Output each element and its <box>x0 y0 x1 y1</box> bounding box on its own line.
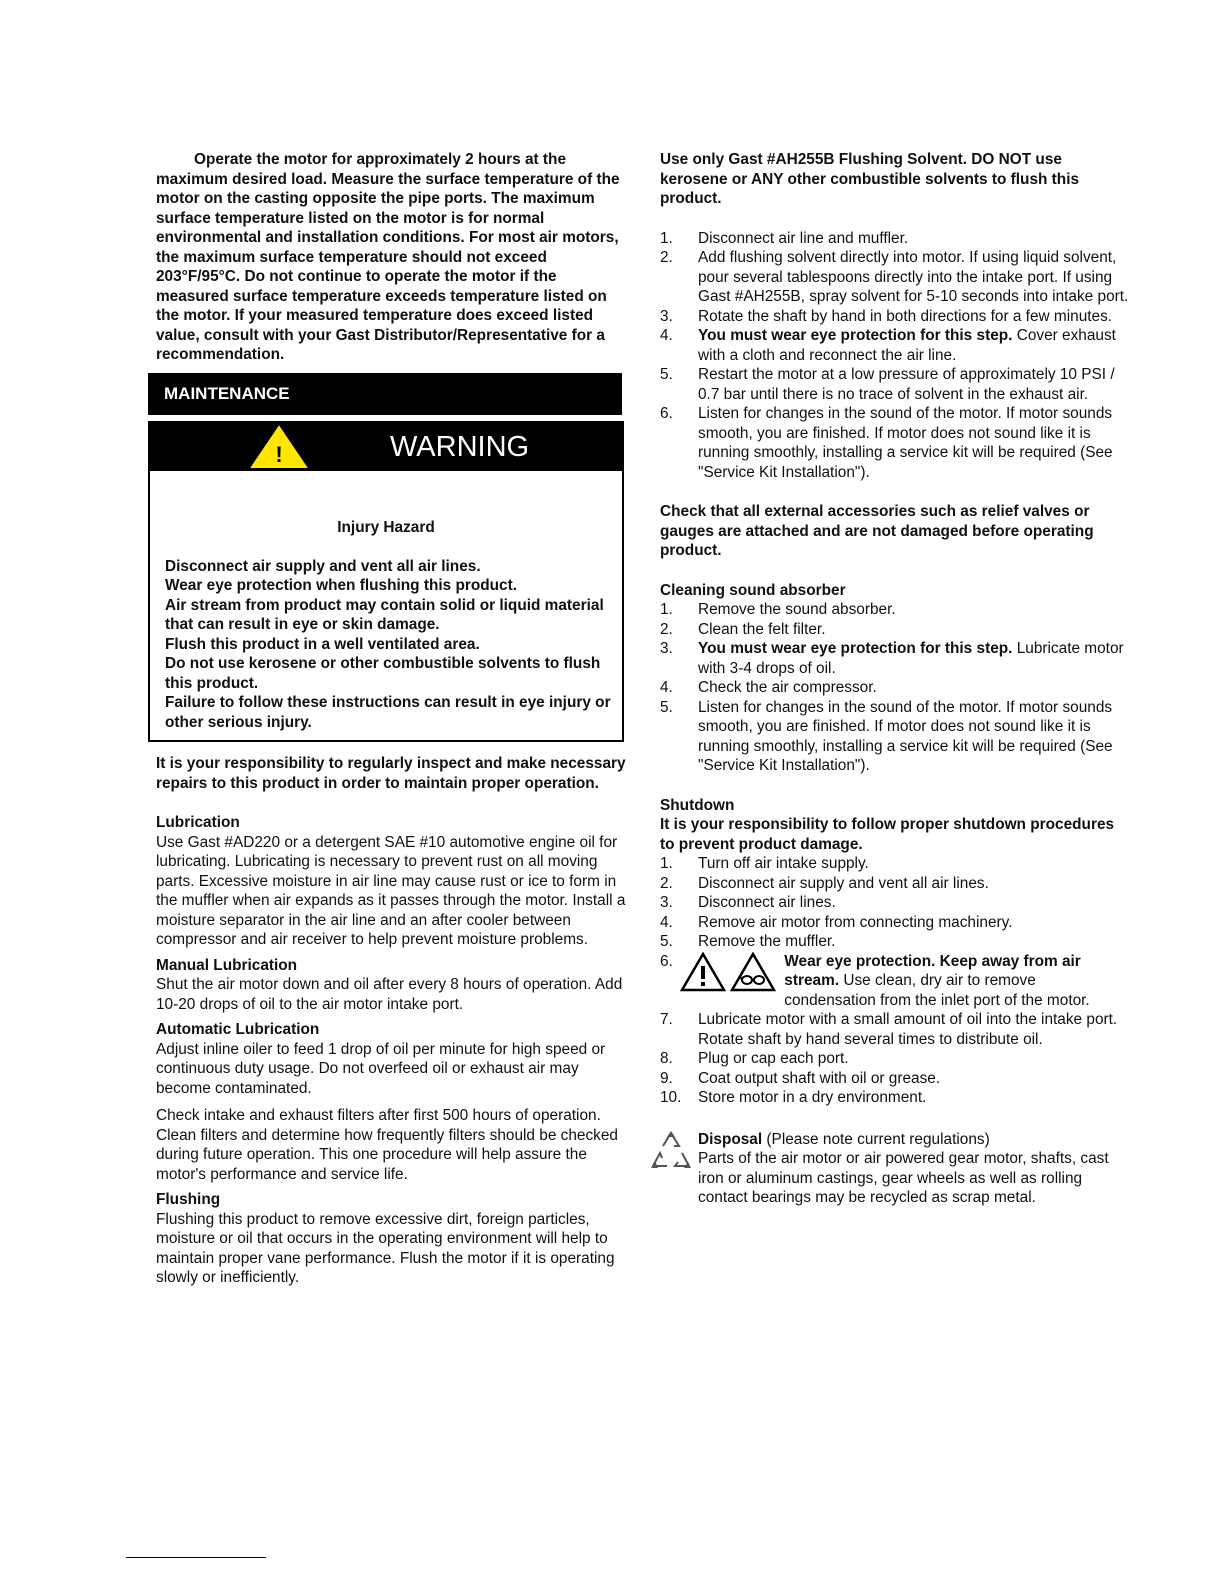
manual-lubrication-heading: Manual Lubrication <box>156 956 298 974</box>
list-item: 5. Restart the motor at a low pressure of approximately 10 PSI / 0.7 bar until there is no trace of solvent in the exhaust air. <box>660 366 1115 403</box>
flush-steps-list <box>660 229 1130 483</box>
warning-line: Wear eye protection when flushing this product. <box>165 577 518 594</box>
intro-paragraph: Operate the motor for approximately 2 hours at the maximum desired load. Measure the surface temperature of the motor on the casting opposite the pipe ports. The maximum surface temperature listed on the motor is for normal environmental and installation conditions. For most air motors, the maximum surface temperature should not exceed 203°F/95°C. Do not continue to operate the motor if the measured surface temperature exceeds temperature listed on the motor. If your measured temperature does exceed listed value, consult with your Gast Distributor/Representative for a recommendation. <box>156 151 620 363</box>
list-item: 4. Remove air motor from connecting machinery. <box>660 913 1013 931</box>
filters-paragraph: Check intake and exhaust filters after first 500 hours of operation. Clean filters and determine how frequently filters should be checked during future operation. This one procedure will help assure the motor's performance and service life. <box>156 1107 618 1183</box>
shutdown-steps-list <box>660 854 1130 1108</box>
warning-triangle-icon <box>250 425 308 469</box>
maintenance-label: MAINTENANCE <box>164 383 290 403</box>
list-item: 2. Clean the felt filter. <box>660 620 826 638</box>
warning-header <box>150 423 622 471</box>
lubrication-body: Use Gast #AD220 or a detergent SAE #10 automotive engine oil for lubricating. Lubricating is necessary to prevent rust on all moving parts. Excessive moisture in air line may cause rust or ice to form in the muffler when air expands as it passes through the motor. Install a moisture separator in the air line and an after cooler between compressor and air receiver to help prevent moisture problems. <box>156 833 626 948</box>
recycle-icon <box>648 1130 694 1174</box>
lubrication-heading: Lubrication <box>156 814 240 831</box>
list-item: 2. Disconnect air supply and vent all air lines. <box>660 874 989 892</box>
list-item: 6. Listen for changes in the sound of the motor. If motor sounds smooth, you are finished. If motor does not sound like it is running smoothly, installing a service kit will be required (See "Service Kit Installation"). <box>660 405 1113 481</box>
list-item: 3. Rotate the shaft by hand in both directions for a few minutes. <box>660 307 1113 325</box>
shutdown-intro: It is your responsibility to follow proper shutdown procedures to prevent product damage. <box>660 816 1115 853</box>
warning-line: Disconnect air supply and vent all air lines. <box>165 557 481 575</box>
list-item: 6. Wear eye protection. Keep away from air stream. Use clean, dry air to remove condensation from the inlet port of the motor. <box>660 952 1090 1009</box>
flushing-heading: Flushing <box>156 1191 221 1208</box>
solvent-note: Use only Gast #AH255B Flushing Solvent. DO NOT use kerosene or ANY other combustible solvents to flush this product. <box>660 151 1080 207</box>
manual-lubrication-body: Shut the air motor down and oil after every 8 hours of operation. Add 10-20 drops of oil to the air motor intake port. <box>156 976 623 1013</box>
list-item: 2. Add flushing solvent directly into motor. If using liquid solvent, pour several tablespoons directly into the intake port. If using Gast #AH255B, spray solvent for 5-10 seconds into intake port. <box>660 249 1129 305</box>
cleaning-steps-list <box>660 600 1130 776</box>
list-item: 1. Turn off air intake supply. <box>660 855 869 872</box>
eye-protection-icon <box>730 952 776 992</box>
disposal-body: Parts of the air motor or air powered gear motor, shafts, cast iron or aluminum castings, gear wheels as well as rolling contact bearings may be recycled as scrap metal. <box>698 1150 1109 1206</box>
list-item: 1. Remove the sound absorber. <box>660 601 896 618</box>
list-item: 8. Plug or cap each port. <box>660 1050 849 1067</box>
cleaning-heading: Cleaning sound absorber <box>660 581 846 599</box>
left-column <box>156 150 626 1288</box>
list-item: 5. Listen for changes in the sound of the motor. If motor sounds smooth, you are finished. If motor does not sound like it is running smoothly, installing a service kit will be required (See "Service Kit Installation"). <box>660 698 1113 774</box>
warning-line: Do not use kerosene or other combustible solvents to flush this product. <box>165 655 601 692</box>
responsibility-paragraph: It is your responsibility to regularly inspect and make necessary repairs to this product in order to maintain proper operation. <box>156 755 626 792</box>
flushing-body: Flushing this product to remove excessive dirt, foreign particles, moisture or oil that occurs in the operating environment will help to maintain proper vane performance. Flush the motor if it is operating slowly or inefficiently. <box>156 1210 615 1286</box>
warning-line: Flush this product in a well ventilated area. <box>165 635 480 653</box>
automatic-lubrication-heading: Automatic Lubrication <box>156 1021 320 1038</box>
warning-lines <box>165 557 622 733</box>
list-item: 7. Lubricate motor with a small amount of oil into the intake port. Rotate shaft by hand several times to distribute oil. <box>660 1011 1118 1048</box>
step6-icons <box>680 952 776 998</box>
injury-hazard-heading: Injury Hazard <box>337 518 435 536</box>
list-item: 10. Store motor in a dry environment. <box>660 1089 927 1106</box>
list-item: 3. Disconnect air lines. <box>660 894 836 911</box>
disposal-heading: Disposal <box>698 1130 763 1148</box>
list-item: 1. Disconnect air line and muffler. <box>660 229 909 247</box>
warning-glyph: ! <box>275 441 283 467</box>
footnote-rule <box>126 1557 266 1558</box>
warning-triangle-icon <box>680 952 726 992</box>
warning-line: Failure to follow these instructions can result in eye injury or other serious injury. <box>165 694 611 731</box>
list-item: 5. Remove the muffler. <box>660 933 836 950</box>
list-item: 3. You must wear eye protection for this step. Lubricate motor with 3-4 drops of oil. <box>660 640 1124 677</box>
list-item: 9. Coat output shaft with oil or grease. <box>660 1069 941 1087</box>
right-column <box>660 150 1130 1208</box>
warning-line: Air stream from product may contain solid or liquid material that can result in eye or skin damage. <box>165 596 604 633</box>
accessories-paragraph: Check that all external accessories such as relief valves or gauges are attached and are not damaged before operating product. <box>660 503 1094 559</box>
list-item: 4. You must wear eye protection for this step. Cover exhaust with a cloth and reconnect the air line. <box>660 327 1116 364</box>
shutdown-heading: Shutdown <box>660 796 735 814</box>
automatic-lubrication-body: Adjust inline oiler to feed 1 drop of oil per minute for high speed or continuous duty usage. Do not overfeed oil or exhaust air may become contaminated. <box>156 1040 606 1097</box>
disposal-section <box>660 1130 1130 1208</box>
list-item: 4. Check the air compressor. <box>660 679 877 696</box>
disposal-note: (Please note current regulations) <box>762 1130 990 1148</box>
warning-box <box>148 421 624 743</box>
maintenance-banner <box>148 373 622 415</box>
warning-title: WARNING <box>390 430 530 463</box>
